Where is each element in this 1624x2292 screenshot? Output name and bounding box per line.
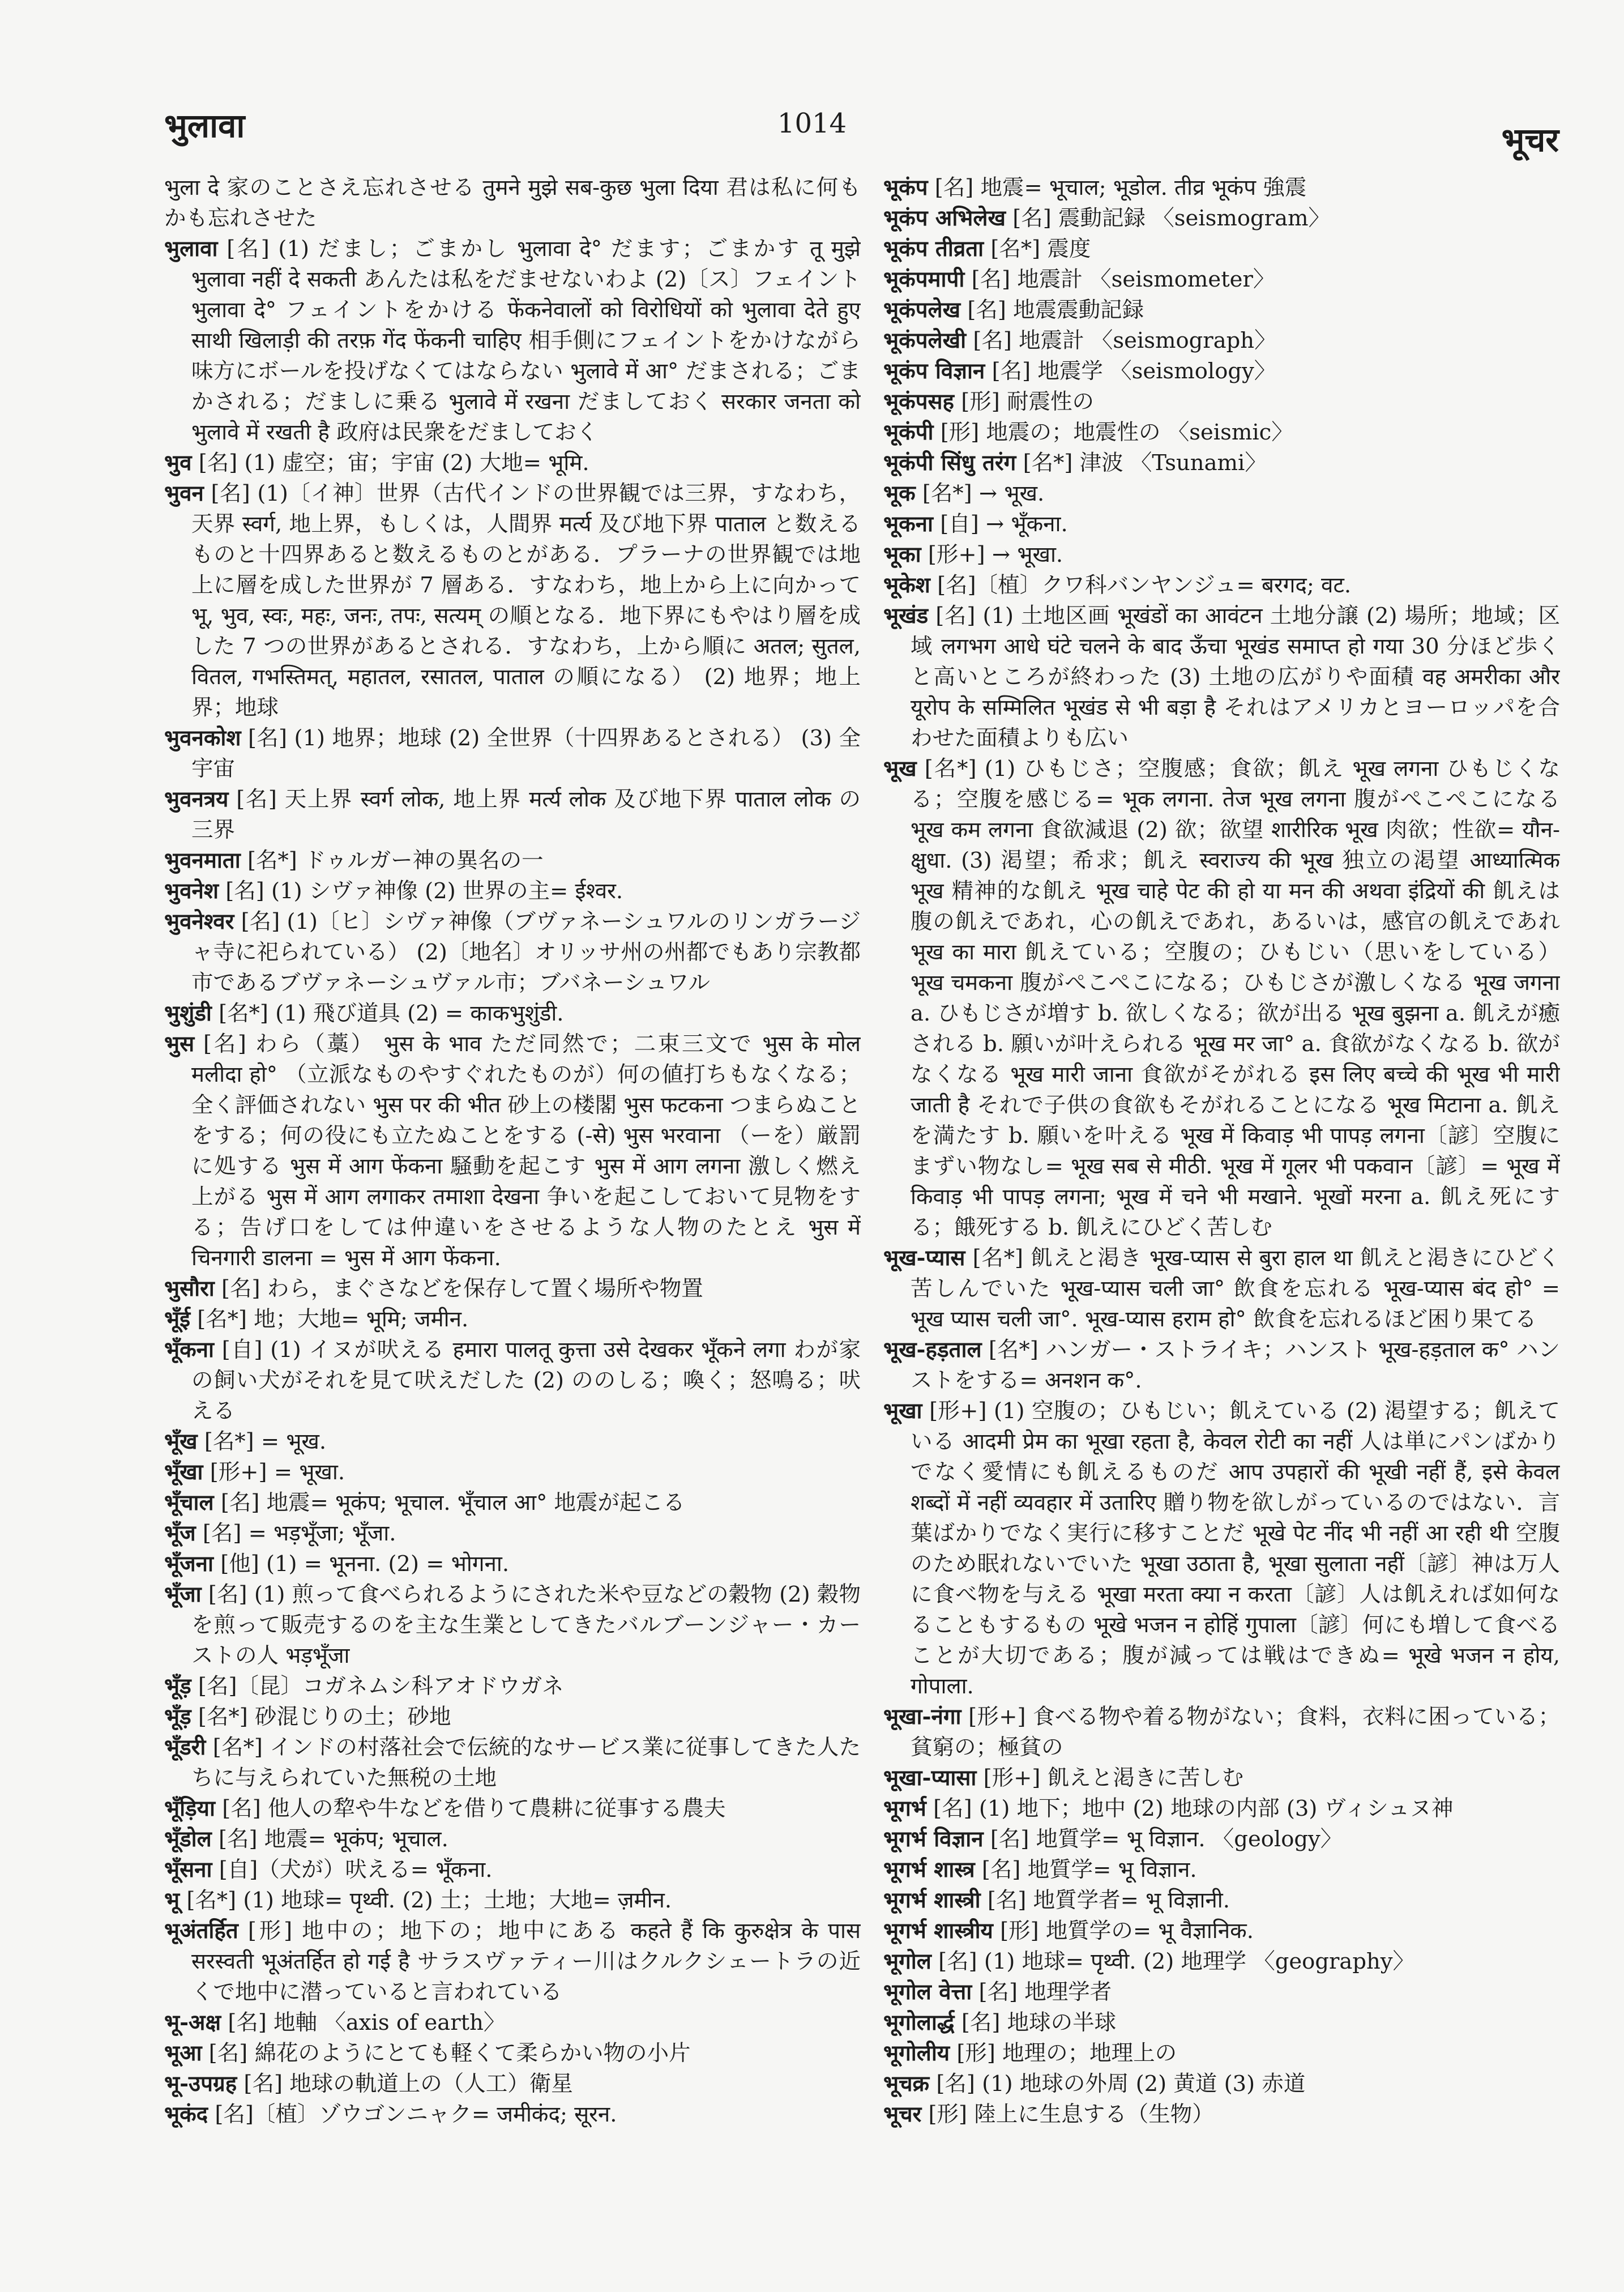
entry-headword: भूका bbox=[883, 542, 921, 567]
entry-headword: भूँकना bbox=[164, 1337, 214, 1363]
entry-headword: भुसौरा bbox=[164, 1276, 215, 1301]
entry-headword: भूकंपलेख bbox=[883, 297, 961, 323]
dictionary-entry bbox=[164, 907, 861, 998]
dictionary-entry bbox=[883, 1855, 1560, 1885]
entry-definition: भुला दे 家のことさえ忘れさせる तुमने मुझे सब-कुछ भुला दिया 君は私に何もかも忘れさせた bbox=[164, 175, 861, 231]
entry-definition: [名] 地質学者= भू विज्ञानी. bbox=[987, 1888, 1230, 1913]
dictionary-entry bbox=[883, 1977, 1560, 2008]
dictionary-entry bbox=[164, 784, 861, 846]
dictionary-entry bbox=[164, 2069, 861, 2099]
entry-headword: भूँड़ bbox=[164, 1704, 191, 1730]
entry-definition: [名] 地震= भूचाल; भूडोल. तीव्र भूकंप 強震 bbox=[934, 175, 1307, 200]
entry-headword: भूँडोल bbox=[164, 1826, 212, 1852]
dictionary-entry bbox=[883, 754, 1560, 1243]
dictionary-entry bbox=[883, 1335, 1560, 1396]
dictionary-entry bbox=[164, 2008, 861, 2038]
entry-definition: [名]〔昆〕コガネムシ科アオドウガネ bbox=[198, 1674, 564, 1699]
entry-definition: [形] 耐震性の bbox=[961, 389, 1095, 415]
dictionary-entry bbox=[883, 540, 1560, 570]
dictionary-entry bbox=[883, 509, 1560, 540]
dictionary-entry bbox=[164, 1518, 861, 1549]
entry-headword: भूँडरी bbox=[164, 1735, 206, 1760]
entry-headword: भूकंपमापी bbox=[883, 267, 965, 292]
entry-definition: [名] (1) 地球の外周 (2) 黄道 (3) 赤道 bbox=[936, 2071, 1306, 2097]
entry-headword: भूकंप bbox=[883, 175, 928, 200]
right-column bbox=[883, 173, 1560, 2268]
entry-definition: [形+] = भूखा. bbox=[210, 1459, 345, 1485]
guide-word-right: भूचर bbox=[1501, 121, 1559, 159]
dictionary-entry bbox=[164, 479, 861, 723]
entry-headword: भू bbox=[164, 1888, 180, 1913]
entry-headword: भूगर्भ विज्ञान bbox=[883, 1826, 984, 1852]
dictionary-entry bbox=[164, 2038, 861, 2069]
dictionary-entry bbox=[883, 1794, 1560, 1824]
entry-definition: [名*] 震度 bbox=[990, 236, 1091, 262]
entry-headword: भूँई bbox=[164, 1307, 190, 1332]
entry-definition: [形+] 食べる物や着る物がない；食料，衣料に困っている；貧窮の；極貧の bbox=[911, 1704, 1560, 1760]
left-column bbox=[164, 173, 861, 2268]
entry-headword: भुशुंडी bbox=[164, 1001, 212, 1026]
entry-headword: भूकंपी bbox=[883, 420, 934, 445]
dictionary-entry bbox=[164, 1580, 861, 1671]
entry-headword: भूखा bbox=[883, 1398, 922, 1424]
entry-definition: [形] 地質学の= भू वैज्ञानिक. bbox=[1000, 1918, 1254, 1944]
dictionary-entry bbox=[164, 1732, 861, 1794]
entry-headword: भू-अक्ष bbox=[164, 2010, 221, 2035]
dictionary-entry bbox=[883, 1885, 1560, 1916]
entry-headword: भूगोल bbox=[883, 1949, 931, 1974]
entry-headword: भूँजना bbox=[164, 1551, 213, 1577]
entry-definition: [形+] (1) 空腹の；ひもじい；飢えている (2) 渇望する；飢えている आदमी प्रेम का भूखा रहता है, केवल रोटी का नहीं 人は単にパンばかりでなく愛情にも飢えるものだ आप उपहारों की भूखी नहीं हैं, इसे केवल शब्दों में नहीं व्यवहार में उतारिए 贈り物を欲しがっているのではない．言葉ばかりでなく実行に移すことだ भूखे पेट नींद भी नहीं आ रही थी 空腹のため眠れないでいた भूखा उठाता है, भूखा सुलाता नहीं〔諺〕神は万人に食べ物を与える भूखा मरता क्या न करता〔諺〕人は飢えれば如何なることもするもの भूखे भजन न होहिं गुपाला〔諺〕何にも増して食べることが大切である；腹が減っては戦はできぬ= भूखे भजन न होय, गोपाला. bbox=[911, 1398, 1560, 1699]
entry-definition: [形] 陸上に生息する（生物） bbox=[928, 2102, 1214, 2127]
entry-definition: [名] 他人の犂や牛などを借りて農耕に従事する農夫 bbox=[222, 1796, 726, 1821]
entry-definition: [名] (1) 虚空；宙；宇宙 (2) 大地= भूमि. bbox=[198, 450, 589, 476]
entry-definition: [名] 地球の半球 bbox=[961, 2010, 1117, 2035]
entry-headword: भूअंतर्हित bbox=[164, 1918, 238, 1944]
entry-definition: [名] 震動記録 〈seismogram〉 bbox=[1012, 206, 1331, 231]
entry-definition: [名] 地震= भूकंप; भूचाल. bbox=[219, 1826, 448, 1852]
dictionary-entry bbox=[883, 417, 1560, 448]
entry-headword: भूगर्भ शास्त्रीय bbox=[883, 1918, 993, 1944]
dictionary-entry bbox=[883, 1824, 1560, 1855]
entry-headword: भूचर bbox=[883, 2102, 922, 2127]
entry-definition: [名] わら（藁） भुस के भाव ただ同然で；二束三文で भुस के मोल मलीदा हो° （立派なものやすぐれたものが）何の値打ちもなくなる；全く評価されない भुस पर की भीत 砂上の楼閣 भुस फटकना つまらぬことをする；何の役にも立たぬことをする (-से) भुस भरवाना （ーを）厳罰に処する भुस में आग फेंकना 騒動を起こす भुस में आग लगना 激しく燃え上がる भुस में आग लगाकर तमाशा देखना 争いを起こしておいて見物をする；告げ口をしては仲違いをさせるような人物のたとえ भुस में चिनगारी डालना = भुस में आग फेंकना. bbox=[191, 1031, 861, 1271]
dictionary-entry bbox=[883, 356, 1560, 387]
page-number: 1014 bbox=[777, 108, 847, 139]
entry-headword: भूगोल वेत्ता bbox=[883, 1979, 972, 2005]
dictionary-entry bbox=[164, 1702, 861, 1732]
entry-definition: [形+] 飢えと渇きに苦しむ bbox=[983, 1765, 1244, 1791]
entry-definition: [名] 地震計 〈seismometer〉 bbox=[971, 267, 1275, 292]
dictionary-entry bbox=[164, 1457, 861, 1488]
dictionary-entry bbox=[164, 234, 861, 448]
entry-definition: [名*] 地；大地= भूमि; जमीन. bbox=[197, 1307, 469, 1332]
entry-definition: [形] 地中の；地下の；地中にある कहते हैं कि कुरुक्षेत्र के पास सरस्वती भूअंतर्हित हो गई है サラスヴァティー川はクルクシェートラの近くで地中に潜っていると言われている bbox=[191, 1918, 861, 2005]
dictionary-entry bbox=[883, 601, 1560, 754]
entry-definition: [名]〔植〕クワ科バンヤンジュ= बरगद; वट. bbox=[937, 573, 1352, 598]
entry-definition: [名] 綿花のようにとても軽くて柔らかい物の小片 bbox=[208, 2041, 691, 2066]
entry-headword: भूकना bbox=[883, 511, 933, 537]
entry-definition: [他] (1) = भूनना. (2) = भोगना. bbox=[220, 1551, 510, 1577]
entry-headword: भुवनकोश bbox=[164, 725, 241, 751]
entry-definition: [自]（犬が）吠える= भूँकना. bbox=[219, 1857, 493, 1883]
entry-definition: [名] (1) 地球= पृथ्वी. (2) 地理学 〈geography〉 bbox=[938, 1949, 1415, 1974]
entry-definition: [名*] ドゥルガー神の異名の一 bbox=[247, 848, 544, 873]
dictionary-entry bbox=[164, 1029, 861, 1274]
entry-definition: [形+] → भूखा. bbox=[928, 542, 1063, 567]
entry-definition: [名] 地震計 〈seismograph〉 bbox=[973, 328, 1276, 353]
entry-headword: भूकेश bbox=[883, 573, 930, 598]
entry-headword: भूँचाल bbox=[164, 1490, 214, 1516]
dictionary-entry bbox=[883, 264, 1560, 295]
entry-headword: भुवन bbox=[164, 481, 204, 506]
dictionary-entry bbox=[164, 1671, 861, 1702]
dictionary-entry bbox=[164, 998, 861, 1029]
dictionary-entry bbox=[164, 1855, 861, 1885]
entry-definition: [名]〔植〕ゾウゴンニャク= जमीकंद; सूरन. bbox=[215, 2102, 617, 2127]
dictionary-entry bbox=[883, 2008, 1560, 2038]
dictionary-entry bbox=[883, 234, 1560, 264]
entry-definition: [名] 地質学= भू विज्ञान. 〈geology〉 bbox=[990, 1826, 1343, 1852]
dictionary-entry bbox=[164, 448, 861, 479]
entry-definition: [名] (1) 地下；地中 (2) 地球の内部 (3) ヴィシュヌ神 bbox=[933, 1796, 1454, 1821]
entry-headword: भूँड़ bbox=[164, 1674, 191, 1699]
entry-headword: भुलावा bbox=[164, 236, 218, 262]
guide-word-left: भुलावा bbox=[164, 106, 245, 145]
entry-headword: भूकंपी सिंधु तरंग bbox=[883, 450, 1016, 476]
dictionary-entry bbox=[883, 1947, 1560, 1977]
entry-definition: [名] (1)〔ヒ〕シヴァ神像（ブヴァネーシュワルのリンガラージャ寺に祀られている） (2)〔地名〕オリッサ州の州都でもあり宗教都市であるブヴァネーシュヴァル市；ブバネーシュワル bbox=[191, 909, 861, 996]
entry-headword: भूखा-प्यासा bbox=[883, 1765, 977, 1791]
entry-definition: [名*] 津波 〈Tsunami〉 bbox=[1023, 450, 1267, 476]
dictionary-entry bbox=[883, 1243, 1560, 1335]
entry-definition: [名] 地震= भूकंप; भूचाल. भूँचाल आ° 地震が起こる bbox=[220, 1490, 685, 1516]
entry-definition: [名] 地理学者 bbox=[978, 1979, 1112, 2005]
entry-headword: भूगर्भ bbox=[883, 1796, 926, 1821]
dictionary-entry bbox=[164, 1304, 861, 1335]
entry-headword: भुव bbox=[164, 450, 192, 476]
entry-definition: [名] 地震学 〈seismology〉 bbox=[992, 358, 1276, 384]
dictionary-entry bbox=[164, 1824, 861, 1855]
entry-definition: [名] = भड़भूँजा; भूँजा. bbox=[202, 1521, 396, 1546]
dictionary-entry bbox=[883, 387, 1560, 417]
entry-headword: भूख-प्यास bbox=[883, 1245, 965, 1271]
dictionary-entry bbox=[164, 846, 861, 876]
entry-headword: भूगोलार्द्ध bbox=[883, 2010, 955, 2035]
entry-headword: भूकंपसह bbox=[883, 389, 954, 415]
dictionary-entry bbox=[883, 448, 1560, 479]
entry-definition: [形] 地理の；地理上の bbox=[956, 2041, 1177, 2066]
entry-headword: भुवनत्रय bbox=[164, 787, 229, 812]
dictionary-entry bbox=[883, 2099, 1560, 2130]
entry-definition: [名*] (1) 地球= पृथ्वी. (2) 土；土地；大地= ज़मीन. bbox=[186, 1888, 672, 1913]
entry-definition: [名] (1) 煎って食べられるようにされた米や豆などの穀物 (2) 穀物を煎って販売するのを主な生業としてきたバルブーンジャー・カーストの人 भड़भूँजा bbox=[191, 1582, 861, 1668]
entry-definition: [名*] ハンガー・ストライキ；ハンスト भूख-हड़ताल क° ハンストをする= अनशन क°. bbox=[911, 1337, 1560, 1393]
dictionary-entry bbox=[164, 723, 861, 784]
dictionary-entry bbox=[883, 479, 1560, 509]
dictionary-entry bbox=[883, 173, 1560, 203]
entry-definition: [名*] インドの村落社会で伝統的なサービス業に従事してきた人たちに与えられていた無税の土地 bbox=[191, 1735, 861, 1791]
dictionary-entry bbox=[883, 570, 1560, 601]
entry-headword: भुस bbox=[164, 1031, 195, 1057]
entry-headword: भूँसना bbox=[164, 1857, 212, 1883]
dictionary-entry bbox=[164, 1885, 861, 1916]
entry-headword: भूचक्र bbox=[883, 2071, 930, 2097]
entry-headword: भुवनेश bbox=[164, 878, 219, 904]
dictionary-entry bbox=[164, 173, 861, 234]
entry-definition: [自] → भूँकना. bbox=[940, 511, 1068, 537]
entry-headword: भूगर्भ शास्त्री bbox=[883, 1888, 981, 1913]
dictionary-entry bbox=[164, 1427, 861, 1457]
entry-definition: [名] 天上界 स्वर्ग लोक, 地上界 मर्त्य लोक 及び地下界 पाताल लोक の三界 bbox=[191, 787, 861, 843]
dictionary-entry bbox=[883, 295, 1560, 326]
entry-definition: [名] (1)〔イ神〕世界（古代インドの世界観では三界，すなわち，天界 स्वर्ग, 地上界，もしくは，人間界 मर्त्य 及び地下界 पाताल と数えるものと十四界あると数えるものとがある．プラーナの世界観では地上に層を成した世界が 7 層ある．すなわち，地上から上に向かって भू, भुव, स्वः, महः, जनः, तपः, सत्यम् の順となる．地下界にもやはり層を成した 7 つの世界があるとされる．すなわち，上から順に अतल; सुतल, वितल, गभस्तिमत्, महातल, रसातल, पाताल の順になる） (2) 地界；地上界；地球 bbox=[191, 481, 861, 720]
entry-definition: [名] 地軸 〈axis of earth〉 bbox=[228, 2010, 506, 2035]
entry-headword: भुवनमाता bbox=[164, 848, 241, 873]
entry-headword: भूख-हड़ताल bbox=[883, 1337, 982, 1363]
entry-definition: [形] 地震の；地震性の 〈seismic〉 bbox=[940, 420, 1293, 445]
entry-headword: भूँख bbox=[164, 1429, 198, 1454]
entry-headword: भूआ bbox=[164, 2041, 202, 2066]
entry-definition: [名*] 砂混じりの土；砂地 bbox=[198, 1704, 451, 1730]
entry-definition: [名] (1) 土地区画 भूखंडों का आवंटन 土地分譲 (2) 場所；地域；区域 लगभग आधे घंटे चलने के बाद ऊँचा भूखंड समाप्त हो गया 30 分ほど歩くと高いところが終わった (3) 土地の広がりや面積 वह अमरीका और यूरोप के सम्मिलित भूखंड से भी बड़ा है それはアメリカとヨーロッパを合わせた面積よりも広い bbox=[911, 603, 1560, 751]
entry-headword: भूखा-नंगा bbox=[883, 1704, 961, 1730]
entry-headword: भूकंद bbox=[164, 2102, 208, 2127]
entry-definition: [名] (1) 地界；地球 (2) 全世界（十四界あるとされる） (3) 全宇宙 bbox=[191, 725, 861, 782]
entry-definition: [名] わら，まぐさなどを保存して置く場所や物置 bbox=[221, 1276, 703, 1301]
entry-definition: [名] 地球の軌道上の（人工）衛星 bbox=[243, 2071, 573, 2097]
dictionary-entry bbox=[883, 1396, 1560, 1702]
entry-definition: [名] 地震震動記録 bbox=[967, 297, 1144, 323]
entry-headword: भूखंड bbox=[883, 603, 929, 629]
entry-headword: भुवनेश्वर bbox=[164, 909, 234, 934]
dictionary-entry bbox=[883, 1916, 1560, 1947]
dictionary-entry bbox=[164, 1549, 861, 1580]
entry-definition: [名] 地質学= भू विज्ञान. bbox=[981, 1857, 1197, 1883]
entry-definition: [名*] = भूख. bbox=[204, 1429, 327, 1454]
entry-definition: [名] (1) シヴァ神像 (2) 世界の主= ईश्वर. bbox=[225, 878, 623, 904]
dictionary-entry bbox=[883, 2069, 1560, 2099]
entry-headword: भू-उपग्रह bbox=[164, 2071, 237, 2097]
dictionary-entry bbox=[164, 1916, 861, 2008]
entry-definition: [自] (1) イヌが吠える हमारा पालतू कुत्ता उसे देखकर भूँकने लगा わが家の飼い犬がそれを見て吠えだした (2) ののしる；喚く；怒鳴る；吠える bbox=[191, 1337, 861, 1424]
entry-definition: [名*] (1) ひもじさ；空腹感；食欲；飢え भूख लगना ひもじくなる；空腹を感じる= भूक लगना. तेज भूख लगना 腹がぺこぺこになる भूख कम लगना 食欲減退 (2) 欲；欲望 शारीरिक भूख 肉欲；性欲= यौन-क्षुधा. (3) 渇望；希求；飢え स्वराज्य की भूख 独立の渇望 आध्यात्मिक भूख 精神的な飢え भूख चाहे पेट की हो या मन की अथवा इंद्रियों की 飢えは腹の飢えであれ，心の飢えであれ，あるいは，感官の飢えであれ भूख का मारा 飢えている；空腹の；ひもじい（思いをしている） भूख चमकना 腹がぺこぺこになる；ひもじさが激しくなる भूख जगना a. ひもじさが増す b. 欲しくなる；欲が出る भूख बुझना a. 飢えが癒される b. 願いが叶えられる भूख मर जा° a. 食欲がなくなる b. 欲がなくなる भूख मारी जाना 食欲がそがれる इस लिए बच्चे की भूख भी मारी जाती है それで子供の食欲もそがれることになる भूख मिटाना a. 飢えを満たす b. 願いを叶える भूख में किवाड़ भी पापड़ लगना〔諺〕空腹にまずい物なし= भूख सब से मीठी. भूख में गूलर भी पकवान〔諺〕= भूख में किवाड़ भी पापड़ लगना; भूख में चने भी मखाने. भूखों मरना a. 飢え死にする；餓死する b. 飢えにひどく苦しむ bbox=[911, 756, 1560, 1240]
dictionary-entry bbox=[883, 1763, 1560, 1794]
dictionary-entry bbox=[883, 2038, 1560, 2069]
dictionary-entry bbox=[164, 1274, 861, 1304]
entry-headword: भूगर्भ शास्त्र bbox=[883, 1857, 975, 1883]
dictionary-entry bbox=[164, 1488, 861, 1518]
entry-definition: [名*] 飢えと渇き भूख-प्यास से बुरा हाल था 飢えと渇きにひどく苦しんでいた भूख-प्यास चली जा° 飲食を忘れる भूख-प्यास बंद हो° = भूख प्यास चली जा°. भूख-प्यास हराम हो° 飲食を忘れるほど困り果てる bbox=[911, 1245, 1560, 1332]
entry-headword: भूकंप विज्ञान bbox=[883, 358, 985, 384]
entry-headword: भूकंप अभिलेख bbox=[883, 206, 1006, 231]
dictionary-entry bbox=[883, 203, 1560, 234]
entry-definition: [名] (1) だまし；ごまかし भुलावा दे° だます；ごまかす तू मुझे भुलावा नहीं दे सकती あんたは私をだませないわよ (2)〔ス〕フェイント भुलावा दे° フェイントをかける फेंकनेवालों को विरोधियों को भुलावा देते हुए साथी खिलाड़ी की तरफ़ गेंद फेंकनी चाहिए 相手側にフェイントをかけながら味方にボールを投げなくてはならない भुलावे में आ° だまされる；ごまかされる；だましに乗る भुलावे में रखना だましておく सरकार जनता को भुलावे में रखती है 政府は民衆をだましておく bbox=[191, 236, 861, 445]
entry-headword: भूक bbox=[883, 481, 916, 506]
dictionary-entry bbox=[164, 876, 861, 907]
entry-headword: भूकंप तीव्रता bbox=[883, 236, 984, 262]
dictionary-entry bbox=[164, 1794, 861, 1824]
dictionary-entry bbox=[883, 326, 1560, 356]
entry-headword: भूँजा bbox=[164, 1582, 202, 1607]
entry-headword: भूकंपलेखी bbox=[883, 328, 967, 353]
entry-headword: भूँड़िया bbox=[164, 1796, 215, 1821]
entry-headword: भूँज bbox=[164, 1521, 196, 1546]
dictionary-entry bbox=[164, 1335, 861, 1427]
dictionary-entry bbox=[164, 2099, 861, 2130]
entry-definition: [名*] (1) 飛び道具 (2) = काकभुशुंडी. bbox=[219, 1001, 564, 1026]
dictionary-entry bbox=[883, 1702, 1560, 1763]
entry-headword: भूँखा bbox=[164, 1459, 203, 1485]
entry-headword: भूख bbox=[883, 756, 917, 782]
entry-headword: भूगोलीय bbox=[883, 2041, 950, 2066]
entry-definition: [名*] → भूख. bbox=[922, 481, 1045, 506]
